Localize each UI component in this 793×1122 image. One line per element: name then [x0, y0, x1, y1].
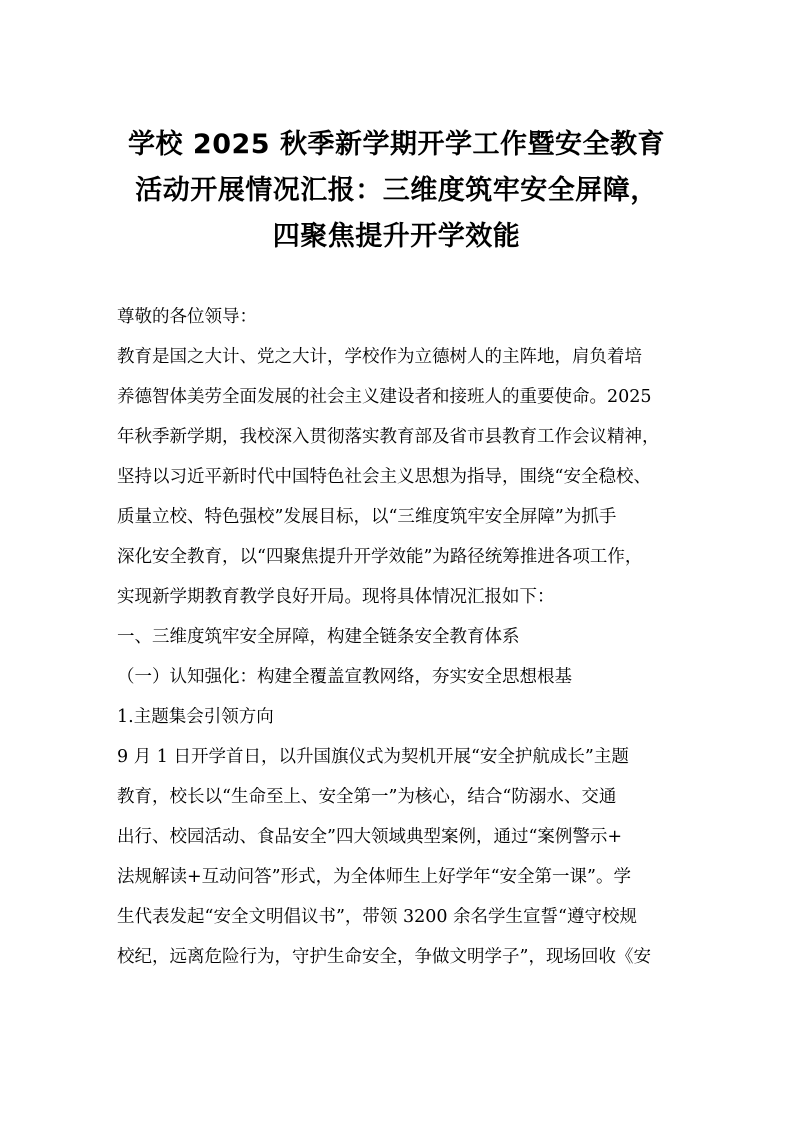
- document-body: [117, 297, 687, 977]
- title-line-2: 活动开展情况汇报：三维度筑牢安全屏障，: [135, 175, 658, 206]
- intro-line-6: 深化安全教育，以“四聚焦提升开学效能”为路径统筹推进各项工作，: [117, 547, 643, 567]
- intro-line-5: 质量立校、特色强校”发展目标，以“三维度筑牢安全屏障”为抓手: [117, 507, 617, 527]
- intro-line-1: 教育是国之大计、党之大计，学校作为立德树人的主阵地，肩负着培: [117, 347, 642, 367]
- paragraph-line-1: 9 月 1 日开学首日，以升国旗仪式为契机开展“安全护航成长”主题: [117, 747, 629, 767]
- title-line-1: 学校 2025 秋季新学期开学工作暨安全教育: [128, 129, 665, 160]
- item-heading-1: 1.主题集会引领方向: [117, 707, 274, 727]
- document-title: [100, 122, 693, 260]
- intro-line-4: 坚持以习近平新时代中国特色社会主义思想为指导，围绕“安全稳校、: [117, 467, 651, 487]
- intro-line-2: 养德智体美劳全面发展的社会主义建设者和接班人的重要使命。2025: [117, 387, 652, 407]
- title-line-3: 四聚焦提升开学效能: [272, 221, 521, 252]
- section-heading-1: 一、三维度筑牢安全屏障，构建全链条安全教育体系: [117, 627, 520, 647]
- subsection-heading-1: （一）认知强化：构建全覆盖宣教网络，夯实安全思想根基: [117, 667, 572, 687]
- salutation: 尊敬的各位领导：: [117, 307, 257, 327]
- paragraph-line-2: 教育，校长以“生命至上、安全第一”为核心，结合“防溺水、交通: [117, 787, 617, 807]
- paragraph-line-3: 出行、校园活动、食品安全”四大领域典型案例，通过“案例警示+: [117, 827, 623, 847]
- paragraph-line-6: 校纪，远离危险行为，守护生命安全，争做文明学子”，现场回收《安: [117, 947, 651, 967]
- paragraph-line-5: 生代表发起“安全文明倡议书”，带领 3200 余名学生宣誓“遵守校规: [117, 907, 637, 927]
- intro-line-7: 实现新学期教育教学良好开局。现将具体情况汇报如下：: [117, 587, 555, 607]
- intro-line-3: 年秋季新学期，我校深入贯彻落实教育部及省市县教育工作会议精神，: [117, 427, 660, 447]
- paragraph-line-4: 法规解读+互动问答”形式，为全体师生上好学年“安全第一课”。学: [117, 867, 632, 887]
